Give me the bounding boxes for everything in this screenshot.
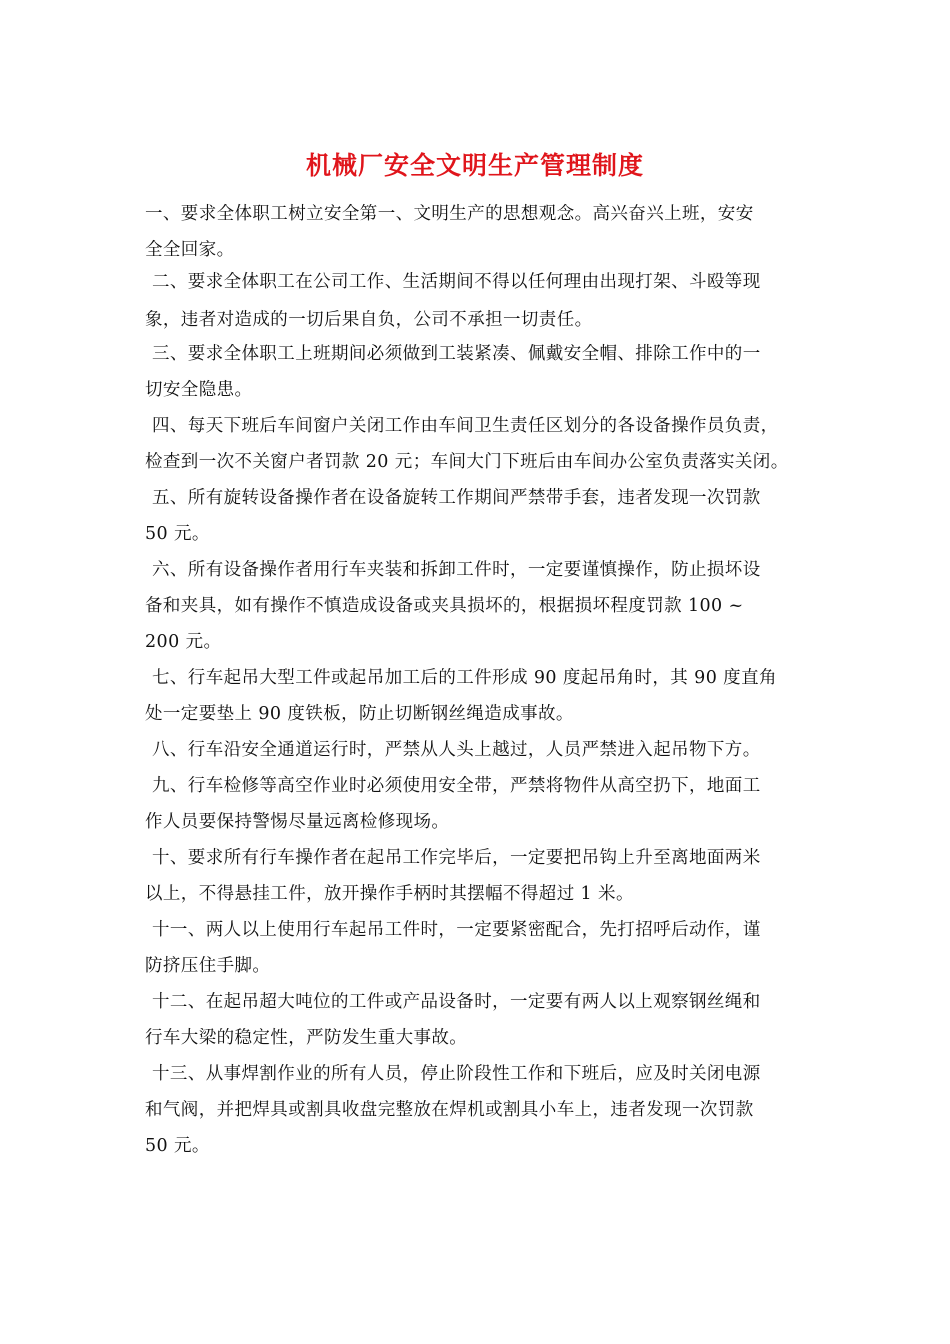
text-line: 全全回家。 (145, 240, 235, 260)
text-line: 二、要求全体职工在公司工作、生活期间不得以任何理由出现打架、斗殴等现 (152, 272, 761, 292)
text-line: 四、每天下班后车间窗户关闭工作由车间卫生责任区划分的各设备操作员负责， (152, 416, 779, 436)
document-title: 机械厂安全文明生产管理制度 (305, 151, 644, 180)
text-line: 十三、从事焊割作业的所有人员，停止阶段性工作和下班后，应及时关闭电源 (152, 1064, 761, 1084)
text-line: 七、行车起吊大型工件或起吊加工后的工件形成 90 度起吊角时，其 90 度直角 (152, 668, 777, 688)
text-line: 50 元。 (145, 1136, 210, 1156)
text-line: 十二、在起吊超大吨位的工件或产品设备时，一定要有两人以上观察钢丝绳和 (152, 992, 761, 1012)
text-line: 防挤压住手脚。 (145, 956, 271, 976)
text-line: 备和夹具，如有操作不慎造成设备或夹具损坏的，根据损坏程度罚款 100 ~ (145, 596, 744, 616)
text-line: 行车大梁的稳定性，严防发生重大事故。 (145, 1028, 468, 1048)
text-line: 50 元。 (145, 524, 210, 544)
text-line: 五、所有旋转设备操作者在设备旋转工作期间严禁带手套，违者发现一次罚款 (152, 488, 761, 508)
text-line: 八、行车沿安全通道运行时，严禁从人头上越过，人员严禁进入起吊物下方。 (152, 740, 761, 760)
text-line: 象，违者对造成的一切后果自负，公司不承担一切责任。 (145, 310, 593, 330)
text-line: 作人员要保持警惕尽量远离检修现场。 (145, 812, 450, 832)
text-line: 200 元。 (145, 632, 222, 652)
text-line: 六、所有设备操作者用行车夹装和拆卸工件时，一定要谨慎操作，防止损坏设 (152, 560, 761, 580)
text-line: 以上，不得悬挂工件，放开操作手柄时其摆幅不得超过 1 米。 (145, 884, 634, 904)
text-line: 十、要求所有行车操作者在起吊工作完毕后，一定要把吊钩上升至离地面两米 (152, 848, 761, 868)
text-line: 检查到一次不关窗户者罚款 20 元；车间大门下班后由车间办公室负责落实关闭。 (145, 452, 789, 472)
text-line: 和气阀，并把焊具或割具收盘完整放在焊机或割具小车上，违者发现一次罚款 (145, 1100, 754, 1120)
text-line: 三、要求全体职工上班期间必须做到工装紧凑、佩戴安全帽、排除工作中的一 (152, 344, 761, 364)
text-line: 切安全隐患。 (145, 380, 253, 400)
text-line: 处一定要垫上 90 度铁板，防止切断钢丝绳造成事故。 (145, 704, 574, 724)
text-line: 一、要求全体职工树立安全第一、文明生产的思想观念。高兴奋兴上班，安安 (145, 204, 754, 224)
text-line: 十一、两人以上使用行车起吊工件时，一定要紧密配合，先打招呼后动作，谨 (152, 920, 761, 940)
text-line: 九、行车检修等高空作业时必须使用安全带，严禁将物件从高空扔下，地面工 (152, 776, 761, 796)
